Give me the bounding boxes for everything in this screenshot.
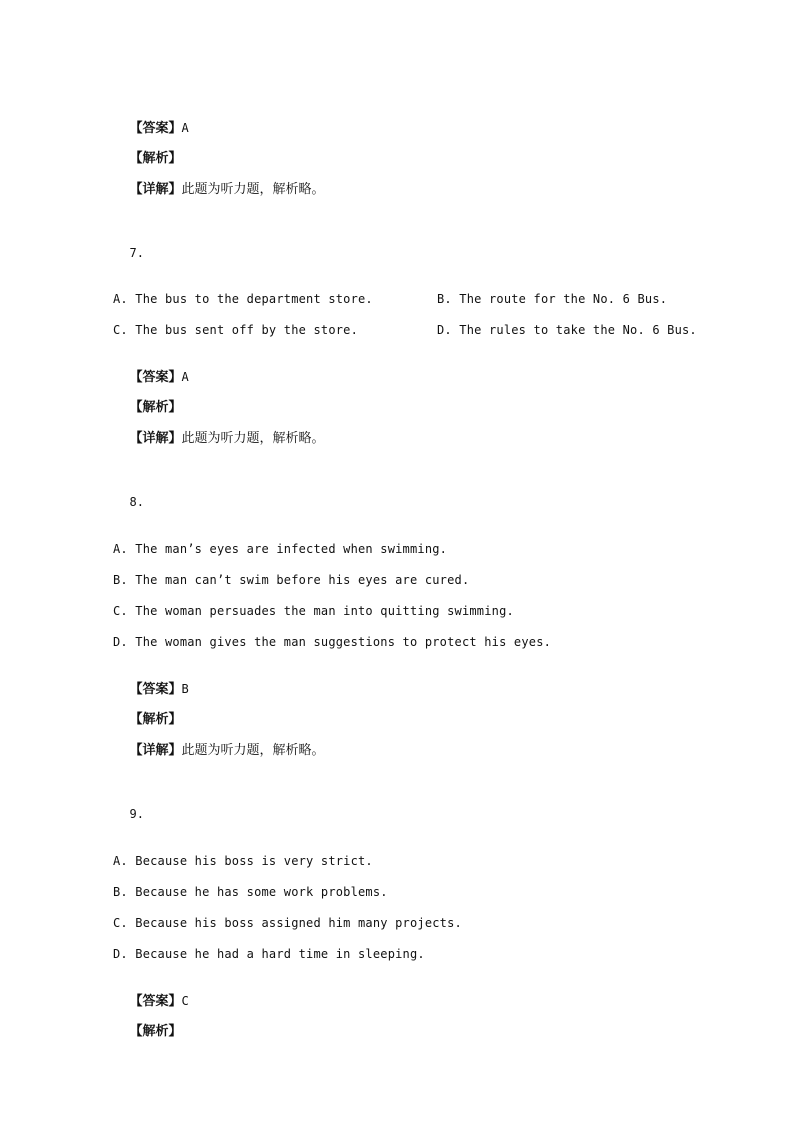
analysis-label: 【解析】	[129, 151, 182, 166]
answer-value-9: C	[181, 994, 189, 1008]
detail-label: 【详解】	[129, 743, 182, 758]
q9-option-d: D. Because he had a hard time in sleeping.	[113, 947, 425, 961]
detail-label: 【详解】	[129, 182, 182, 197]
analysis-label: 【解析】	[129, 712, 182, 727]
question-number-7	[113, 229, 144, 278]
q8-option-c: C. The woman persuades the man into quitting swimming.	[113, 604, 514, 618]
q7-option-d: D. The rules to take the No. 6 Bus.	[437, 323, 697, 337]
q7-option-c: C. The bus sent off by the store.	[113, 323, 359, 337]
detail-line-8	[113, 727, 325, 775]
question-number: 7.	[129, 246, 144, 260]
detail-label: 【详解】	[129, 431, 182, 446]
analysis-line-9	[113, 1008, 182, 1056]
detail-text-6: 此题为听力题，解析略。	[181, 182, 325, 197]
q8-option-a: A. The man’s eyes are infected when swimming.	[113, 542, 448, 556]
q8-option-b: B. The man can’t swim before his eyes are cured.	[113, 573, 470, 587]
answer-label: 【答案】	[129, 370, 182, 385]
detail-text-8: 此题为听力题，解析略。	[181, 743, 325, 758]
q9-option-b: B. Because he has some work problems.	[113, 885, 388, 899]
q8-option-d: D. The woman gives the man suggestions to protect his eyes.	[113, 635, 552, 649]
analysis-label: 【解析】	[129, 1024, 182, 1039]
question-number: 9.	[129, 807, 144, 821]
answer-value-6: A	[181, 121, 189, 135]
answer-value-7: A	[181, 370, 189, 384]
answer-label: 【答案】	[129, 994, 182, 1009]
answer-label: 【答案】	[129, 682, 182, 697]
analysis-label: 【解析】	[129, 400, 182, 415]
detail-text-7: 此题为听力题，解析略。	[181, 431, 325, 446]
question-number-9	[113, 790, 144, 839]
answer-label: 【答案】	[129, 121, 182, 136]
q7-option-a: A. The bus to the department store.	[113, 292, 373, 306]
detail-line-6	[113, 166, 325, 214]
answer-value-8: B	[181, 682, 189, 696]
q7-option-b: B. The route for the No. 6 Bus.	[437, 292, 668, 306]
detail-line-7	[113, 415, 325, 463]
q9-option-c: C. Because his boss assigned him many projects.	[113, 916, 462, 930]
question-number-8	[113, 478, 144, 527]
question-number: 8.	[129, 495, 144, 509]
q9-option-a: A. Because his boss is very strict.	[113, 854, 373, 868]
